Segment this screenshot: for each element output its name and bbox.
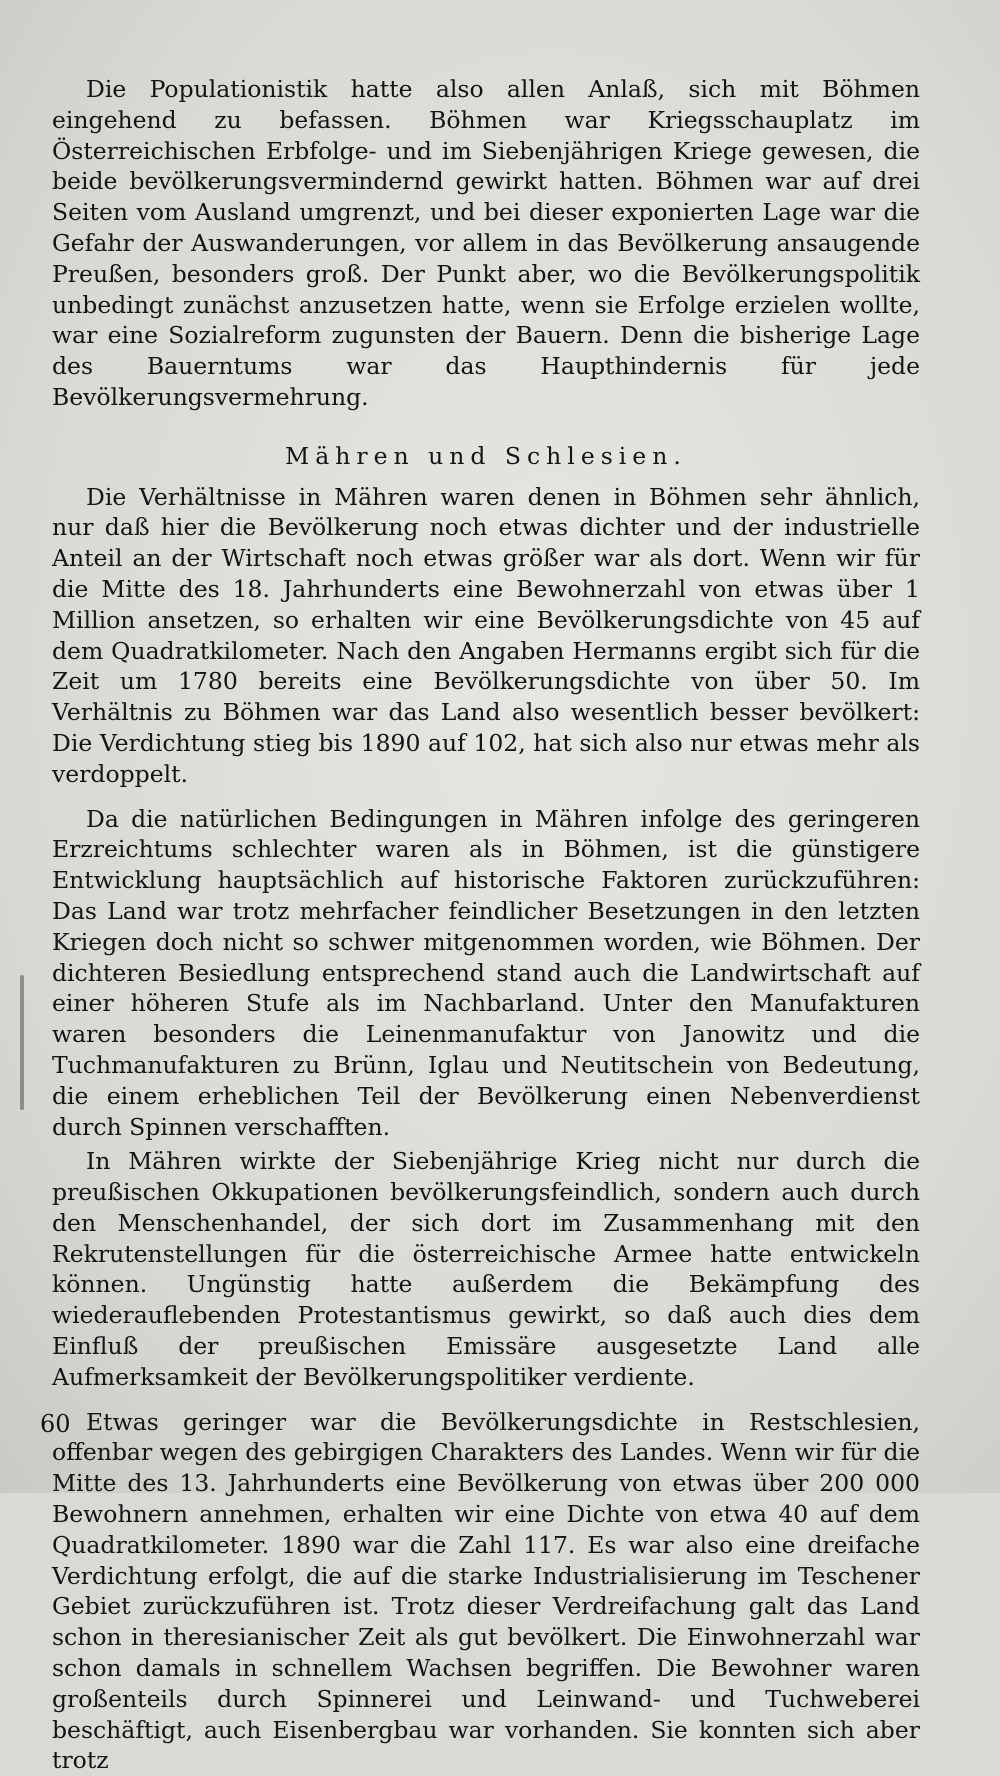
paragraph-maehren-krieg: In Mähren wirkte der Siebenjährige Krieg nicht nur durch die preußischen Okkupationen bevölkerungsfeindlich, sondern auch durch den Menschenhandel, der sich dort im Zusammenhang mit den Rekrutenstellungen für die österreichische Armee hatte entwickeln können. Ungünstig hatte außerdem die Bekämpfung des wiederauflebenden Protestantismus gewirkt, so daß auch dies dem Einfluß der preußischen Emissäre ausgesetzte Land alle Aufmerksamkeit der Bevölkerungspolitiker verdiente.: [52, 1147, 920, 1391]
paragraph-restschlesien: Etwas geringer war die Bevölkerungsdichte in Restschlesien, offenbar wegen des gebirgigen Charakters des Landes. Wenn wir für die Mitte des 13. Jahrhunderts eine Bevölkerung von etwas über 200 000 Bewohnern annehmen, erhalten wir eine Dichte von etwa 40 auf dem Quadratkilometer. 1890 war die Zahl 117. Es war also eine dreifache Verdichtung erfolgt, die auf die starke Industrialisierung im Teschener Gebiet zurückzuführen ist. Trotz dieser Verdreifachung galt das Land schon in theresianischer Zeit als gut bevölkert. Die Einwohnerzahl war schon damals in schnellem Wachsen begriffen. Die Bewohner waren großenteils durch Spinnerei und Leinwand- und Tuchweberei beschäftigt, auch Eisenbergbau war vorhanden. Sie konnten sich aber trotz: [52, 1407, 920, 1775]
body-text: [52, 74, 920, 1776]
section-heading: Mähren und Schlesien.: [285, 441, 687, 470]
margin-pencil-mark: [20, 975, 24, 1110]
paragraph-maehren-bedingungen: Da die natürlichen Bedingungen in Mähren infolge des geringeren Erzreichtums schlechter waren als in Böhmen, ist die günstigere Entwicklung hauptsächlich auf historische Faktoren zurückzuführen: Das Land war trotz mehrfacher feindlicher Besetzungen in den letzten Kriegen doch nicht so schwer mitgenommen worden, wie Böhmen. Der dichteren Besiedlung entsprechend stand auch die Landwirtschaft auf einer höheren Stufe als im Nachbarland. Unter den Manufakturen waren besonders die Leinenmanufaktur von Janowitz und die Tuchmanufakturen zu Brünn, Iglau und Neutitschein von Bedeutung, die einem erheblichen Teil der Bevölkerung einen Nebenverdienst durch Spinnen verschafften.: [52, 804, 920, 1141]
page-number: 60: [40, 1410, 71, 1438]
paragraph-maehren-verhaeltnisse: Die Verhältnisse in Mähren waren denen in Böhmen sehr ähnlich, nur daß hier die Bevölkerung noch etwas dichter und der industrielle Anteil an der Wirtschaft noch etwas größer war als dort. Wenn wir für die Mitte des 18. Jahrhunderts eine Bewohnerzahl von etwas über 1 Million ansetzen, so erhalten wir eine Bevölkerungsdichte von 45 auf dem Quadratkilometer. Nach den Angaben Hermanns ergibt sich für die Zeit um 1780 bereits eine Bevölkerungsdichte von über 50. Im Verhältnis zu Böhmen war das Land also wesentlich besser bevölkert: Die Verdichtung stieg bis 1890 auf 102, hat sich also nur etwas mehr als verdoppelt.: [52, 482, 920, 788]
paragraph-populationistik: Die Populationistik hatte also allen Anlaß, sich mit Böhmen eingehend zu befassen. Böhmen war Kriegsschauplatz im Österreichischen Erbfolge- und im Siebenjährigen Kriege gewesen, die beide bevölkerungsvermindernd gewirkt hatten. Böhmen war auf drei Seiten vom Ausland umgrenzt, und bei dieser exponierten Lage war die Gefahr der Auswanderungen, vor allem in das Bevölkerung ansaugende Preußen, besonders groß. Der Punkt aber, wo die Bevölkerungspolitik unbedingt zunächst anzusetzen hatte, wenn sie Erfolge erzielen wollte, war eine Sozialreform zugunsten der Bauern. Denn die bisherige Lage des Bauerntums war das Haupthindernis für jede Bevölkerungsvermehrung.: [52, 75, 920, 411]
